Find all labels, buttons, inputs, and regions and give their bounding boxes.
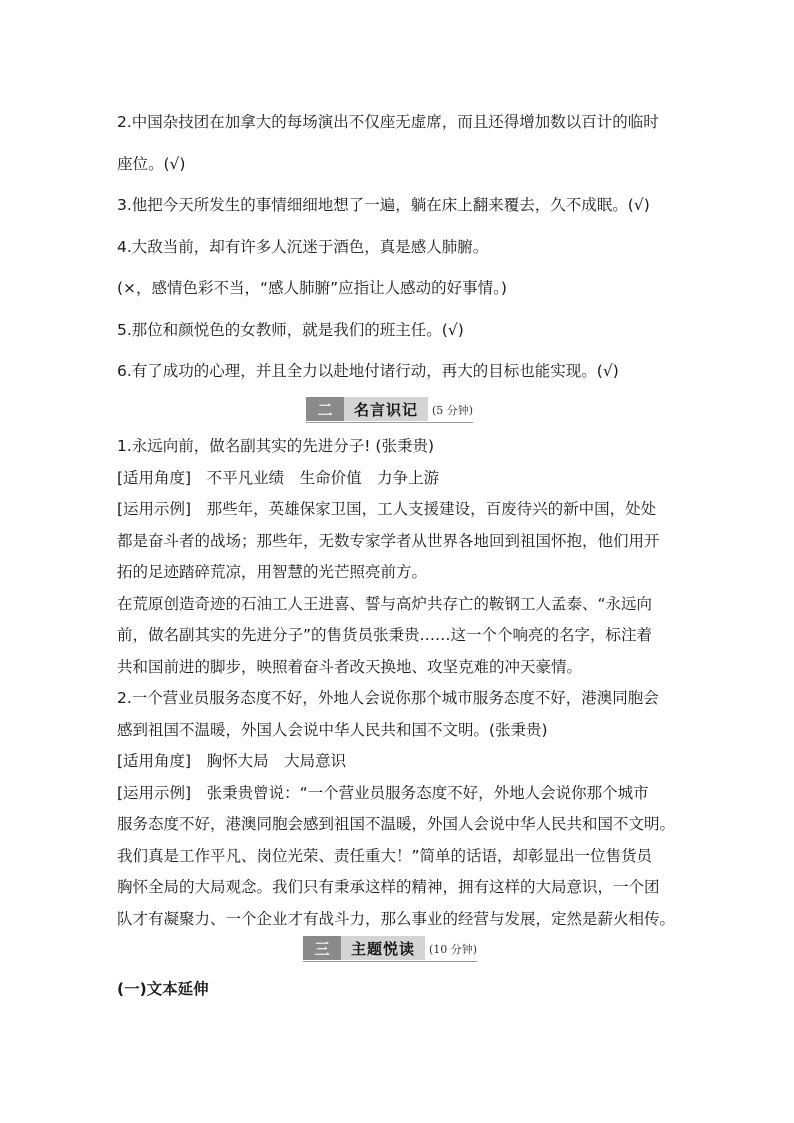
section-banner-theme-reading — [303, 936, 477, 960]
quote-2-example-line-5: 队才有凝聚力、一个企业才有战斗力，那么事业的经营与发展，定然是薪火相传。 — [117, 910, 676, 928]
quote-2-line-2: 感到祖国不温暖，外国人会说中华人民共和国不文明。(张秉贵) — [117, 721, 548, 739]
item-4-explanation: (×，感情色彩不当，“感人肺腑”应指让人感动的好事情。) — [117, 279, 507, 297]
quote-1-example-line-4: 在荒原创造奇迹的石油工人王进喜、誓与高炉共存亡的鞍钢工人孟泰、“永远向 — [117, 595, 653, 613]
section-banner-quotes — [306, 397, 473, 421]
item-5: 5.那位和颜悦色的女教师，就是我们的班主任。(√) — [117, 321, 464, 339]
quote-2-example-line-2: 服务态度不好，港澳同胞会感到祖国不温暖，外国人会说中华人民共和国不文明。 — [117, 815, 676, 833]
quote-2-example-line-3: 我们真是工作平凡、岗位光荣、责任重大！”简单的话语，却彰显出一位售货员 — [117, 847, 653, 865]
section-duration: (5 分钟) — [432, 404, 474, 417]
item-2-line-1: 2.中国杂技团在加拿大的每场演出不仅座无虚席，而且还得增加数以百计的临时 — [117, 113, 659, 131]
quote-1-example-line-3: 拓的足迹踏碎荒凉，用智慧的光芒照亮前方。 — [117, 563, 428, 581]
quote-2-angle: [适用角度] 胸怀大局 大局意识 — [117, 752, 347, 770]
item-4: 4.大敌当前，却有许多人沉迷于酒色，真是感人肺腑。 — [117, 238, 489, 256]
quote-1-example-line-5: 前，做名副其实的先进分子”的售货员张秉贵……这一个个响亮的名字，标注着 — [117, 626, 653, 644]
section-number: 二 — [306, 397, 344, 421]
section-title: 主题悦读 — [341, 936, 425, 960]
quote-2-example-line-4: 胸怀全局的大局观念。我们只有秉承这样的精神，拥有这样的大局意识，一个团 — [117, 878, 660, 896]
quote-1-example-line-1: [运用示例] 那些年，英雄保家卫国，工人支援建设，百废待兴的新中国，处处 — [117, 500, 657, 518]
subheading-text-extension: (一)文本延伸 — [117, 980, 209, 998]
quote-1-example-line-6: 共和国前进的脚步，映照着奋斗者改天换地、攻坚克难的冲天豪情。 — [117, 658, 583, 676]
section-number: 三 — [303, 936, 341, 960]
quote-1: 1.永远向前，做名副其实的先进分子! (张秉贵) — [117, 437, 435, 455]
section-title: 名言识记 — [344, 397, 428, 421]
quote-2-line-1: 2.一个营业员服务态度不好，外地人会说你那个城市服务态度不好，港澳同胞会 — [117, 689, 659, 707]
quote-2-example-line-1: [运用示例] 张秉贵曾说：“一个营业员服务态度不好，外地人会说你那个城市 — [117, 784, 649, 802]
item-6: 6.有了成功的心理，并且全力以赴地付诸行动，再大的目标也能实现。(√) — [117, 362, 619, 380]
quote-1-angle: [适用角度] 不平凡业绩 生命价值 力争上游 — [117, 469, 440, 487]
item-3: 3.他把今天所发生的事情细细地想了一遍，躺在床上翻来覆去，久不成眠。(√) — [117, 196, 650, 214]
item-2-line-2: 座位。(√) — [117, 155, 186, 173]
section-duration: (10 分钟) — [429, 943, 478, 956]
quote-1-example-line-2: 都是奋斗者的战场；那些年，无数专家学者从世界各地回到祖国怀抱，他们用开 — [117, 532, 660, 550]
